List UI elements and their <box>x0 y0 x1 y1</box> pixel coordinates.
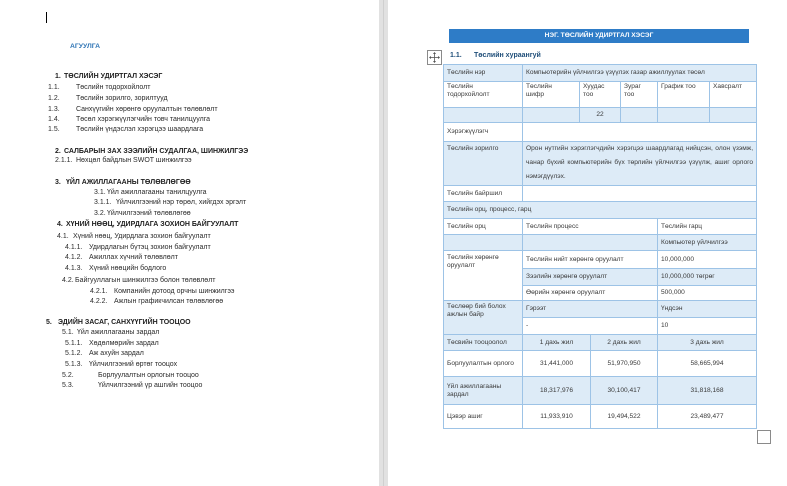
value-figure-count[interactable] <box>621 108 658 123</box>
label-loan-investment[interactable]: Зээлийн хөрөнгө оруулалт <box>523 269 658 286</box>
label-project-name[interactable]: Төслийн нэр <box>444 65 523 82</box>
table-cell[interactable]: 30,100,417 <box>591 377 658 405</box>
toc-entry-text: Төслийн тодорхойлолт <box>76 84 151 91</box>
table-row <box>444 202 757 219</box>
label-implementer[interactable]: Хэрэгжүүлэгч <box>444 123 523 142</box>
toc-entry[interactable] <box>0 264 379 274</box>
toc-entry-number: 4.1.3. <box>65 265 83 272</box>
toc-entry-text: Удирдлагын бүтэц зохион байгуулалт <box>89 244 211 251</box>
table-move-handle[interactable] <box>427 50 442 65</box>
toc-entry-number: 3.1. <box>94 189 106 196</box>
header-permanent-jobs[interactable]: Үндсэн <box>658 301 757 318</box>
toc-entry-text: Үйлчилгээний нэр төрөл, хийгдэх эргэлт <box>116 199 247 206</box>
toc-entry[interactable] <box>0 220 379 230</box>
value-own-investment[interactable]: 500,000 <box>658 286 757 301</box>
toc-entry-number: 5.1.3. <box>65 361 83 368</box>
table-cell[interactable]: 11,933,910 <box>523 405 591 429</box>
toc-entry[interactable] <box>0 115 379 125</box>
toc-title: АГУУЛГА <box>70 43 101 50</box>
value-project-process[interactable] <box>523 235 658 251</box>
toc-entry-number: 3. <box>55 179 61 186</box>
label-operating-cost[interactable]: Үйл ажиллагааны зардал <box>444 377 523 405</box>
toc-entry-text: Төслийн зорилго, зорилтууд <box>76 95 168 102</box>
value-project-name[interactable]: Компьютерийн үйлчилгээ үзүүлэх газар ажиллуулах төсөл <box>523 65 757 82</box>
text-caret <box>46 12 47 23</box>
toc-entry-number: 4.2.1. <box>90 288 108 295</box>
toc-entry[interactable] <box>0 209 379 219</box>
table-row <box>444 186 757 202</box>
toc-entry-number: 1.5. <box>48 126 60 133</box>
toc-entry[interactable] <box>0 125 379 135</box>
toc-entry-text: Ажиллах хүчний төлөвлөлт <box>89 254 178 261</box>
project-summary-table[interactable] <box>443 64 757 429</box>
table-row <box>444 142 757 186</box>
label-own-investment[interactable]: Өөрийн хөрөнгө оруулалт <box>523 286 658 301</box>
label-input-process-output[interactable]: Төслийн орц, процесс, гарц <box>444 202 757 219</box>
header-project-input[interactable]: Төслийн орц <box>444 219 523 235</box>
value-project-location[interactable] <box>523 186 757 202</box>
value-chart-count[interactable] <box>658 108 710 123</box>
table-row <box>444 82 757 108</box>
toc-entry-text: САЛБАРЫН ЗАХ ЗЭЭЛИЙН СУДАЛГАА, ШИНЖИЛГЭЭ <box>64 148 249 155</box>
toc-entry-text: Байгууллагын шинжилгээ болон төлөвлөлт <box>75 277 216 284</box>
table-cell[interactable]: 31,441,000 <box>523 351 591 377</box>
toc-entry[interactable] <box>0 253 379 263</box>
table-cell[interactable]: 51,970,950 <box>591 351 658 377</box>
table-cell[interactable]: 23,489,477 <box>658 405 757 429</box>
header-page-count[interactable] <box>580 82 621 108</box>
header-year-2[interactable]: 2 дахь жил <box>591 335 658 351</box>
toc-entry-text: Хөдөлмөрийн зардал <box>89 340 159 347</box>
toc-entry[interactable] <box>0 318 379 328</box>
header-figure-count-text: Зураг тоо <box>624 83 641 98</box>
toc-entry-number: 5. <box>46 319 52 326</box>
toc-entry[interactable] <box>0 188 379 198</box>
toc-entry-number: 4.2. <box>62 277 74 284</box>
toc-entry[interactable] <box>0 105 379 115</box>
table-cell[interactable]: 19,494,522 <box>591 405 658 429</box>
toc-entry-number: 1.1. <box>48 84 60 91</box>
table-row <box>444 251 757 269</box>
value-appendix[interactable] <box>710 108 757 123</box>
toc-entry[interactable] <box>0 297 379 307</box>
value-project-output[interactable]: Компьютер үйлчилгээ <box>658 235 757 251</box>
toc-entry-number: 3.2. <box>94 210 106 217</box>
value-project-goal[interactable]: Орон нутгийн хэрэглэгчдийн хэрэгцээ шаардлагад нийцсэн, олон үзэмж, чанар бүхий компьютерийн бүх төрлийн үйлчилгээ үзүүлж, ашиг орлого нэмэгдүүлэх. <box>523 142 757 186</box>
toc-entry-text: Хүний нөөцийн бодлого <box>89 265 167 272</box>
toc-entry-number: 4.2.2. <box>90 298 108 305</box>
toc-entry-number: 2.1.1. <box>55 157 73 164</box>
page-gap <box>379 0 388 486</box>
label-net-profit[interactable]: Цэвэр ашиг <box>444 405 523 429</box>
toc-entry-number: 4. <box>57 221 63 228</box>
header-figure-count[interactable] <box>621 82 658 108</box>
toc-entry-text: Үйлчилгээний үр ашгийн тооцоо <box>98 382 203 389</box>
table-cell[interactable]: 58,665,994 <box>658 351 757 377</box>
value-contract-jobs[interactable]: - <box>523 318 658 335</box>
toc-entry-text: Үйл ажиллагааны зардал <box>77 329 160 336</box>
toc-entry-number: 3.1.1. <box>94 199 112 206</box>
toc-entry[interactable] <box>0 94 379 104</box>
toc-entry[interactable] <box>0 360 379 370</box>
table-resize-handle[interactable] <box>757 430 771 444</box>
table-row <box>444 108 757 123</box>
table-row <box>444 235 757 251</box>
toc-entry-text: Борлуулалтын орлогын тооцоо <box>98 372 199 379</box>
toc-entry-text: Нөхцөл байдлын SWOT шинжилгээ <box>76 157 192 164</box>
toc-entry-number: 5.1.1. <box>65 340 83 347</box>
table-row <box>444 377 757 405</box>
table-row <box>444 351 757 377</box>
toc-entry-number: 5.1.2. <box>65 350 83 357</box>
toc-entry-number: 1.4. <box>48 116 60 123</box>
toc-entry-text: Санхүүгийн хөрөнгө оруулалтын төлөвлөлт <box>76 106 218 113</box>
toc-entry-number: 4.1.1. <box>65 244 83 251</box>
table-row <box>444 219 757 235</box>
label-budget[interactable]: Төсвийн тооцоолол <box>444 335 523 351</box>
header-page-count-text: Хуудас тоо <box>583 83 605 98</box>
toc-entry[interactable] <box>0 83 379 93</box>
toc-entry-text: Үйлчилгээний төлөвлөгөө <box>107 210 191 217</box>
toc-entry[interactable] <box>0 381 379 391</box>
toc-entry-number: 2. <box>55 148 61 155</box>
label-jobs-created[interactable]: Төслөөр бий болох ажлын байр <box>444 301 523 335</box>
toc-entry-text: Төсөл хэрэгжүүлэгчийн товч танилцуулга <box>76 116 210 123</box>
toc-entry-number: 5.1. <box>62 329 74 336</box>
header-chart-count[interactable]: График тоо <box>658 82 710 108</box>
toc-entry-text: Аж ахуйн зардал <box>89 350 144 357</box>
header-contract-jobs[interactable]: Гэрээт <box>523 301 658 318</box>
header-year-1[interactable]: 1 дахь жил <box>523 335 591 351</box>
toc-entry[interactable] <box>0 243 379 253</box>
left-page[interactable] <box>0 0 379 486</box>
toc-entry-text: ҮЙЛ АЖИЛЛАГААНЫ ТӨЛӨВЛӨГӨӨ <box>66 179 191 186</box>
toc-entry-text: Хүний нөөц, Удирдлага зохион байгуулалт <box>73 233 211 240</box>
toc-entry[interactable] <box>0 339 379 349</box>
table-row <box>444 65 757 82</box>
label-project-goal[interactable]: Төслийн зорилго <box>444 142 523 186</box>
header-project-process[interactable]: Төслийн процесс <box>523 219 658 235</box>
toc-entry-text: ХҮНИЙ НӨӨЦ, УДИРДЛАГА ЗОХИОН БАЙГУУЛАЛТ <box>66 221 239 228</box>
toc-entry-text: Компанийн дотоод орчны шинжилгээ <box>114 288 235 295</box>
toc-entry[interactable] <box>0 349 379 359</box>
value-implementer[interactable] <box>523 123 757 142</box>
subsection-number: 1.1. <box>450 52 462 59</box>
toc-entry-number: 5.2. <box>62 372 74 379</box>
toc-entry-text: Ажлын графикчилсан төлөвлөгөө <box>114 298 224 305</box>
header-project-output[interactable]: Төслийн гарц <box>658 219 757 235</box>
value-page-count[interactable]: 22 <box>580 108 621 123</box>
section-heading-bar <box>449 29 749 43</box>
toc-entry[interactable] <box>0 328 379 338</box>
label-project-location[interactable]: Төслийн байршил <box>444 186 523 202</box>
toc-entry-number: 1.3. <box>48 106 60 113</box>
toc-entry-text: ТӨСЛИЙН УДИРТГАЛ ХЭСЭГ <box>64 73 163 80</box>
toc-entry-number: 4.1.2. <box>65 254 83 261</box>
label-investment[interactable]: Төслийн хөрөнгө оруулалт <box>444 251 523 301</box>
table-row <box>444 405 757 429</box>
value-total-investment[interactable]: 10,000,000 <box>658 251 757 269</box>
right-page[interactable] <box>388 0 787 486</box>
toc-entry-number: 4.1. <box>57 233 69 240</box>
value-project-code[interactable] <box>523 108 580 123</box>
value-project-input[interactable] <box>444 235 523 251</box>
toc-entry[interactable] <box>0 232 379 242</box>
section-heading: НЭГ. ТӨСЛИЙН УДИРТГАЛ ХЭСЭГ <box>544 32 654 39</box>
toc-entry-text: Үйлчилгээний өртөг тооцох <box>89 361 178 368</box>
toc-entry-text: ЭДИЙН ЗАСАГ, САНХҮҮГИЙН ТООЦОО <box>58 319 191 326</box>
toc-entry[interactable] <box>0 198 379 208</box>
toc-entry[interactable] <box>0 287 379 297</box>
toc-entry-number: 1. <box>55 73 61 80</box>
label-project-definition[interactable] <box>444 82 523 108</box>
toc-entry[interactable] <box>0 178 379 188</box>
toc-entry[interactable] <box>0 371 379 381</box>
label-total-investment[interactable]: Төслийн нийт хөрөнгө оруулалт <box>523 251 658 269</box>
header-year-3[interactable]: 3 дахь жил <box>658 335 757 351</box>
move-arrows-icon <box>428 51 441 64</box>
toc-entry-number: 1.2. <box>48 95 60 102</box>
table-row <box>444 335 757 351</box>
table-row <box>444 123 757 142</box>
toc-entry[interactable] <box>0 156 379 166</box>
toc-entry[interactable] <box>0 72 379 82</box>
header-project-code[interactable] <box>523 82 580 108</box>
toc-entry-text: Үйл ажиллагааны танилцуулга <box>107 189 207 196</box>
label-project-definition-text: Төслийн тодорхойлолт <box>447 83 490 98</box>
table-cell[interactable] <box>444 108 523 123</box>
header-project-code-text: Төслийн шифр <box>526 83 552 98</box>
value-permanent-jobs[interactable]: 10 <box>658 318 757 335</box>
toc-entry-number: 5.3. <box>62 382 74 389</box>
table-row <box>444 301 757 318</box>
label-sales-revenue[interactable]: Борлуулалтын орлого <box>444 351 523 377</box>
header-appendix[interactable]: Хавсралт <box>710 82 757 108</box>
table-cell[interactable]: 31,818,168 <box>658 377 757 405</box>
subsection-title: Төслийн хураангуй <box>474 52 541 59</box>
table-cell[interactable]: 18,317,976 <box>523 377 591 405</box>
value-loan-investment[interactable]: 10,000,000 төгрөг <box>658 269 757 286</box>
toc-entry-text: Төслийн үндэслэл хэрэгцээ шаардлага <box>76 126 204 133</box>
toc-entry[interactable] <box>0 276 379 286</box>
